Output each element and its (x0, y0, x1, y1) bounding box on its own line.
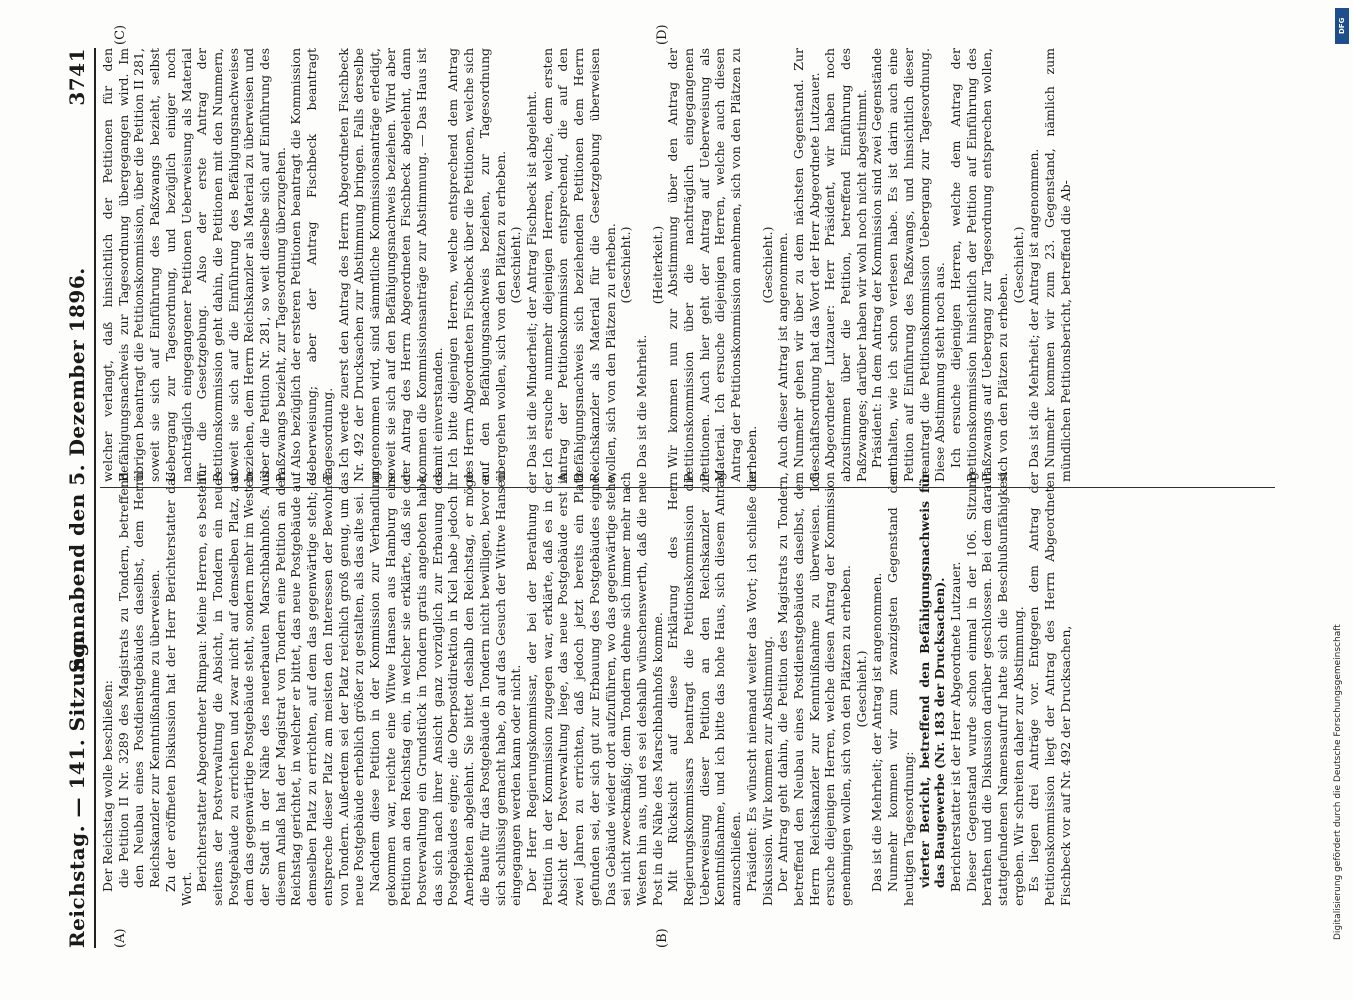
paragraph: Wir kommen nun zur Abstimmung über den Antrag der Petitionskommission über die nachträglich eingegangenen Petitionen. Auch hier geht der Antrag auf Ueberweisung als Material. Ich ersuche diejenigen Herren, welche auch diesen Antrag der Petitionskommission annehmen, sich von den Plätzen zu erheben. (665, 48, 759, 482)
stage-direction: (Geschieht.) (853, 650, 869, 728)
stage-direction: (Geschieht.) (759, 226, 775, 304)
digitization-note-text: Digitalisierung gefördert durch die Deutsche Forschungsgemeinschaft (1333, 624, 1343, 940)
margin-marker-d: (D) (655, 24, 670, 45)
paragraph: Nunmehr kommen wir zum 23. Gegenstand, nämlich zum mündlichen Petitionsbericht, betreffend die Ab- (1042, 48, 1073, 482)
paragraph: Nachdem diese Petition in der Kommission zur Verhandlung gekommen war, reichte eine Witwe Hansen aus Hamburg eine Petition an den Reichstag ein, in welcher sie erklärte, daß sie der Postverwaltung ein Grundstück in Tondern gratis angeboten habe, das sich nach ihrer Ansicht ganz vorzüglich zur Erbauung des Postgebäudes eigne; die Oberpostdirektion in Kiel habe jedoch ihr Anerbieten abgelehnt. Sie bittet deshalb den Reichstag, er möge die Baute für das Postgebäude in Tondern nicht bewilligen, bevor er sich schlüssig gemacht habe, ob auf das Gesuch der Wittwe Hansen eingegangen werden kann oder nicht. (366, 472, 524, 906)
paragraph: Der Antrag geht dahin, die Petition des Magistrats zu Tondern, betreffend den Neubau eines Postdienstgebäudes daselbst, dem Herrn Reichskanzler zur Kenntnißnahme zu überweisen. Ich ersuche diejenigen Herren, welche diesen Antrag der Kommission genehmigen wollen, sich von den Plätzen zu erheben. (775, 472, 854, 906)
margin-marker-c: (C) (113, 24, 128, 45)
paragraph: Das ist die Mehrheit; der Antrag ist angenommen. (869, 572, 885, 892)
paragraph: die Petition II Nr. 3289 des Magistrats zu Tondern, betreffend den Neubau eines Postdienstgebäudes daselbst, dem Herrn Reichskanzler zur Kenntnißnahme zu überweisen. (115, 472, 163, 888)
margin-marker-b: (B) (655, 928, 670, 948)
paragraph: Also bezüglich der ersteren Petitionen beantragt die Kommission Ueberweisung; aber der Antrag Fischbeck beantragt Tagesordnung. (288, 48, 335, 482)
paragraph: Das ist die Mehrheit. (633, 334, 649, 468)
stage-direction: (Geschieht.) (508, 226, 524, 304)
margin-marker-a: (A) (113, 928, 128, 948)
paragraph: Ich ersuche nunmehr diejenigen Herren, welche, dem ersten Antrag der Petitionskommission entsprechend, die auf den Befähigungsnachweis sich beziehenden Petitionen dem Herrn Reichskanzler als Material für die Gesetzgebung überweisen wollen, sich von den Plätzen zu erheben. (539, 48, 618, 482)
header-left-title: Reichstag. — 141. Sitzung. (65, 634, 89, 948)
paragraph: Ich bitte diejenigen Herren, welche entsprechend dem Antrag des Herrn Abgeordneten Fischbeck über die Petitionen, welche sich auf den Befähigungsnachweis beziehen, zur Tagesordnung übergehen wollen, sich von den Plätzen zu erheben. (445, 48, 508, 482)
header-date: Sonnabend den 5. Dezember 1896. (65, 267, 89, 673)
page-number: 3741 (65, 48, 89, 106)
paragraph: Nunmehr kommen wir zum zwanzigsten Gegenstand der heutigen Tagesordnung: (885, 472, 916, 906)
paragraph: Das ist die Minderheit; der Antrag Fischbeck ist abgelehnt. (523, 90, 539, 468)
paragraph: Berichterstatter ist der Herr Abgeordnete Lutzauer. (947, 561, 963, 892)
paragraph: Ich ersuche diejenigen Herren, welche dem Antrag der Petitionskommission hinsichtlich der Petition auf Einführung des Paßzwangs auf Uebergang zur Tagesordnung entsprechen wollen, sich von den Plätzen zu erheben. (947, 48, 1011, 482)
paragraph: Mit Rücksicht auf diese Erklärung des Herrn Regierungskommissars beantragt die Petitionskommission die Ueberweisung dieser Petition an den Reichskanzler zur Kenntnißnahme, und ich bitte das hohe Haus, sich diesem Antrag anzuschließen. (665, 472, 744, 906)
paragraph: Nunmehr gehen wir über zu dem nächsten Gegenstand. Zur Geschäftsordnung hat das Wort der Herr Abgeordnete Lutzauer. (790, 48, 822, 482)
paragraph: Zu der eröffneten Diskussion hat der Herr Berichterstatter das Wort. (162, 472, 194, 906)
paragraph: welcher verlangt, daß hinsichtlich der Petitionen für den Befähigungsnachweis zur Tagesordnung übergegangen wird. Im übrigen beantragt die Petitionskommission, über die Petition II 281, soweit sie sich auf Einführung des Paßzwangs bezieht, selbst Uebergang zur Tagesordnung, und bezüglich einiger noch nachträglich eingegangener Petitionen Ueberweisung als Material für die Gesetzgebung. Also der erste Antrag der Petitionskommission geht dahin, die Petitionen mit den Nummern, soweit sie sich auf die Einführung des Befähigungsnachweises beziehen, dem Herrn Reichskanzler als Material zu überweisen und über die Petition Nr. 281, so weit dieselbe sich auf Einführung des Paßzwangs bezieht, zur Tagesordnung überzugehen. (100, 48, 288, 482)
paragraph: Auch dieser Antrag ist angenommen. (775, 232, 791, 468)
paragraph: Ich werde zuerst den Antrag des Herrn Abgeordneten Fischbeck Nr. 492 der Drucksachen zur Abstimmung bringen. Falls derselbe angenommen wird, sind sämmtliche Kommissionsanträge erledigt, soweit sie sich auf den Befähigungsnachweis beziehen. Wird aber der Antrag des Herrn Abgeordneten Fischbeck abgelehnt, dann kommen die Kommissionsanträge zur Abstimmung. — Das Haus ist damit einverstanden. (335, 48, 445, 482)
paragraph: Abgeordneter Lutzauer: Herr Präsident, wir haben noch abzustimmen über die Petition, betreffend Einführung des Paßzwanges; darüber haben wir wohl noch nicht abgestimmt. (822, 48, 869, 482)
stage-direction: (Geschieht.) (618, 226, 634, 304)
stage-direction: (Geschieht.) (1010, 226, 1026, 304)
paragraph: Berichterstatter Abgeordneter Rimpau: Meine Herren, es besteht seitens der Postverwaltung die Absicht, in Tondern ein neues Postgebäude zu errichten und zwar nicht auf demselben Platz, auf dem das gegenwärtige Postgebäude steht, sondern mehr im Westen der Stadt in der Nähe des neuerbauten Marschbahnhofs. Aus diesem Anlaß hat der Magistrat von Tondern eine Petition an den Reichstag gerichtet, in welcher er bittet, das neue Postgebäude auf demselben Platz zu errichten, auf dem das gegenwärtige steht; es entspreche dieser Platz am meisten den Interessen der Bewohner von Tondern. Außerdem sei der Platz reichlich groß genug, um das neue Postgebäude erheblich größer zu gestalten, als das alte sei. (194, 472, 367, 906)
stage-direction: (Heiterkeit.) (649, 225, 665, 305)
paragraph: Es liegen drei Anträge vor. Entgegen dem Antrag der Petitionskommission liegt der Antrag des Herrn Abgeordneten Fischbeck vor auf Nr. 492 der Drucksachen, (1026, 472, 1073, 906)
column-divider (100, 487, 1275, 488)
page-header (65, 48, 91, 948)
paragraph: Der Herr Regierungskommissar, der bei der Berathung der Petition in der Kommission zugegen war, erklärte, daß es in der Absicht der Postverwaltung liege, das neue Postgebäude erst in zwei Jahren zu errichten, daß jedoch jetzt bereits ein Platz gefunden sei, der sich gut zur Erbauung des Postgebäudes eigne. Das Gebäude wieder dort aufzuführen, wo das gegenwärtige stehe, sei nicht zweckmäßig; denn Tondern dehne sich immer mehr nach Westen hin aus, und es sei deshalb wünschenswerth, daß die neue Post in die Nähe des Marschbahnhofs komme. (523, 472, 665, 906)
paragraph: Dieser Gegenstand wurde schon einmal in der 106. Sitzung berathen und die Diskussion darüber geschlossen. Bei dem darauf stattgefundenen Namensaufruf hatte sich die Beschlußunfähigkeit ergeben. Wir schreiten daher zur Abstimmung. (963, 472, 1026, 906)
right-column (100, 48, 1275, 482)
paragraph: Präsident: In dem Antrag der Kommission sind zwei Gegenstände enthalten, wie ich schon verlesen habe. Es ist darin auch eine Petition auf Einführung des Paßzwangs, und hinsichtlich dieser beantragt die Petitionskommission Uebergang zur Tagesordnung. Diese Abstimmung steht noch aus. (869, 48, 948, 482)
dfg-logo: DFG (1335, 8, 1349, 44)
paragraph: Präsident: Es wünscht niemand weiter das Wort; ich schließe die Diskussion. Wir kommen zur Abstimmung. (743, 472, 775, 906)
digitization-note (1333, 60, 1349, 940)
agenda-item: vierter Bericht, betreffend den Befähigungsnachweis für das Baugewerbe (Nr. 183 der Drucksachen). (916, 472, 948, 888)
paragraph: Das ist die Mehrheit; der Antrag ist angenommen. (1026, 148, 1042, 468)
paragraph: Der Reichstag wolle beschließen: (100, 680, 115, 892)
left-column (100, 472, 1275, 906)
header-rule (94, 48, 96, 948)
